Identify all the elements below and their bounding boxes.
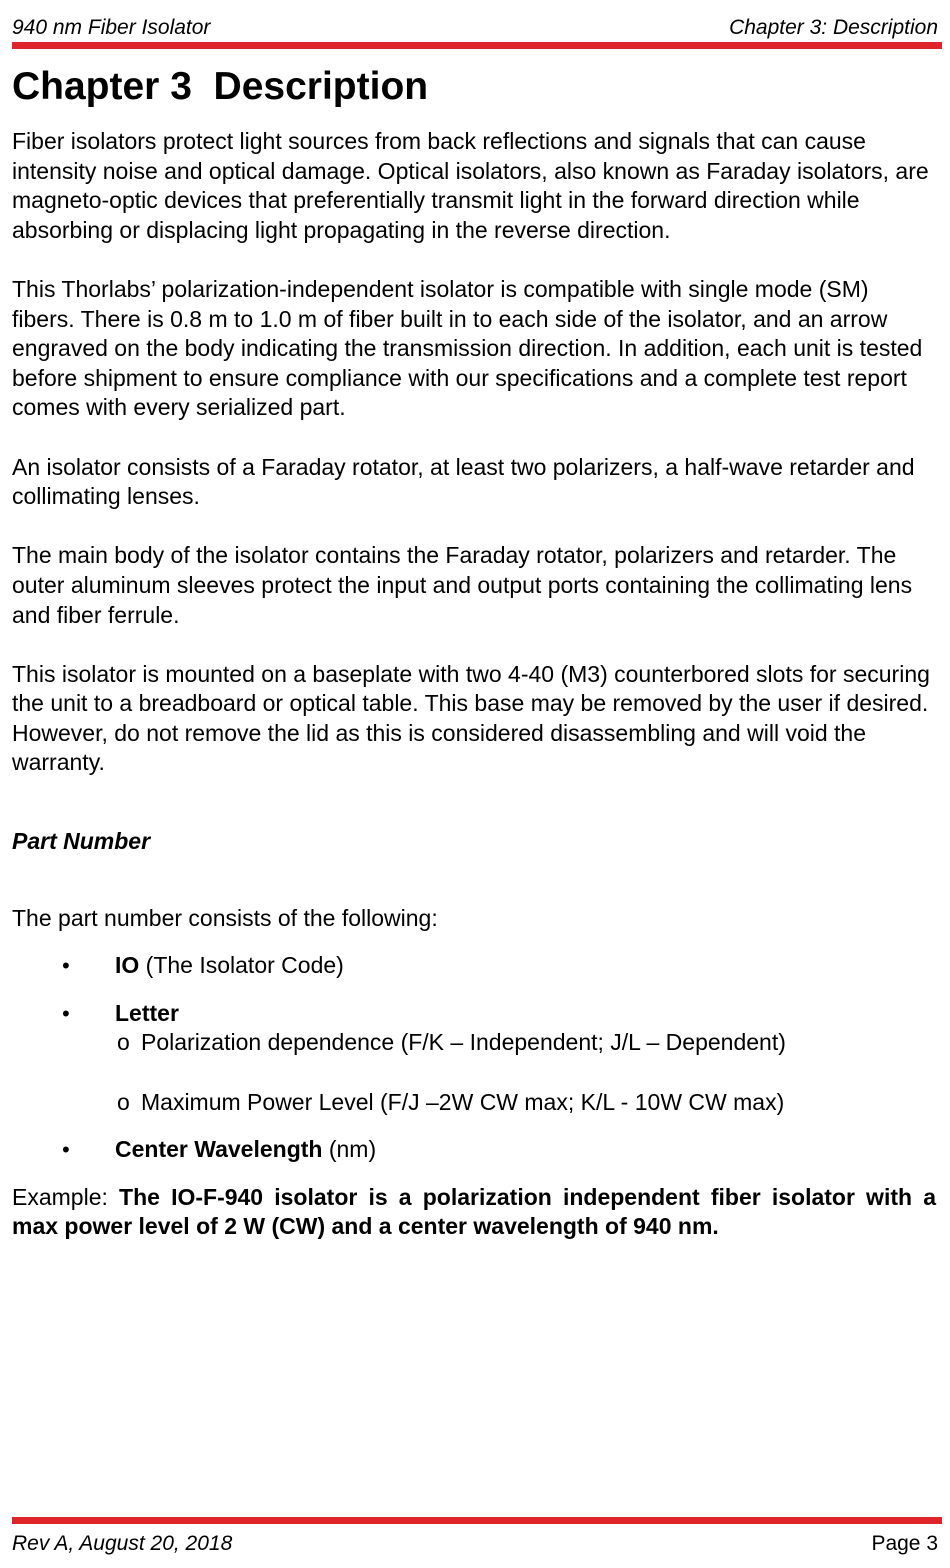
- list-item: [12, 1135, 936, 1165]
- list-item: [12, 951, 936, 981]
- part-number-list: [12, 951, 936, 1165]
- page-footer: [12, 1528, 938, 1556]
- footer-page-number: Page 3: [871, 1532, 938, 1555]
- list-item: [12, 999, 936, 1117]
- chapter-title: Chapter 3 Description: [12, 65, 429, 108]
- footer-revision: Rev A, August 20, 2018: [12, 1532, 233, 1555]
- list-item-desc: (The Isolator Code): [139, 952, 344, 979]
- example-label: Example:: [12, 1183, 120, 1210]
- paragraph-main-body: The main body of the isolator contains the Faraday rotator, polarizers and retarder. The outer aluminum sleeves protect the input and output ports containing the collimating lens and fiber ferrule.: [12, 542, 913, 628]
- list-item-term: Letter: [115, 999, 179, 1026]
- list-item-term: IO: [115, 952, 140, 979]
- sub-list-item: o Polarization dependence (F/K – Independent; J/L – Dependent): [115, 1028, 936, 1058]
- header-chapter: Chapter 3: Description: [729, 16, 938, 39]
- example-text: The IO-F-940 isolator is a polarization independent fiber isolator with a max power level of 2 W (CW) and a center wavelength of 940 nm.: [12, 1183, 936, 1240]
- paragraph-intro: Fiber isolators protect light sources from back reflections and signals that can cause intensity noise and optical damage. Optical isolators, also known as Faraday isolators, are magneto-optic devices that preferentially transmit light in the forward direction while absorbing or displacing light propagating in the reverse direction.: [12, 128, 929, 243]
- list-item-desc: (nm): [322, 1136, 377, 1163]
- list-item-term: Center Wavelength: [115, 1136, 323, 1163]
- paragraph-baseplate: This isolator is mounted on a baseplate with two 4-40 (M3) counterbored slots for securing the unit to a breadboard or optical table. This base may be removed by the user if desired. However, do not remove the lid as this is considered disassembling and will void the warranty.: [12, 660, 930, 776]
- example-paragraph: [12, 1183, 936, 1242]
- section-heading-part-number: Part Number: [12, 828, 151, 855]
- part-number-intro: The part number consists of the following:: [12, 904, 438, 931]
- page-header: [12, 12, 938, 40]
- header-doc-title: 940 nm Fiber Isolator: [12, 16, 211, 39]
- header-rule: [12, 42, 942, 49]
- page-body: [12, 127, 936, 1272]
- paragraph-components: An isolator consists of a Faraday rotator, at least two polarizers, a half-wave retarder and collimating lenses.: [12, 453, 915, 510]
- sub-list: [115, 1028, 936, 1117]
- paragraph-compatibility: This Thorlabs’ polarization-independent isolator is compatible with single mode (SM) fibers. There is 0.8 m to 1.0 m of fiber built in to each side of the isolator, and an arrow engraved on the body indicating the transmission direction. In addition, each unit is tested before shipment to ensure compliance with our specifications and a complete test report comes with every serialized part.: [12, 275, 923, 421]
- sub-list-item: o Maximum Power Level (F/J –2W CW max; K/L - 10W CW max): [115, 1088, 936, 1118]
- footer-rule: [12, 1517, 942, 1524]
